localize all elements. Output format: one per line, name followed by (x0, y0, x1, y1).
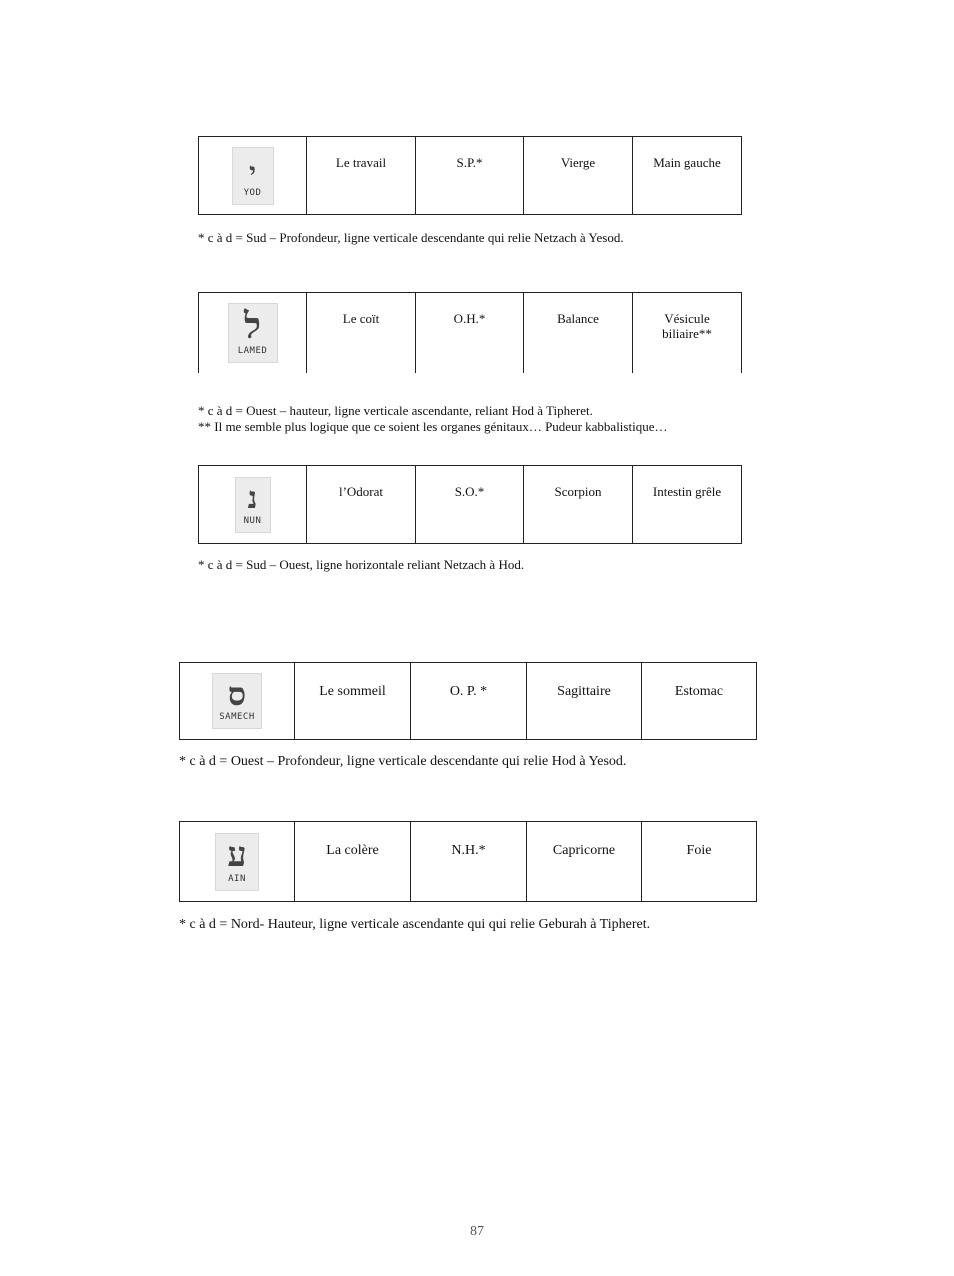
cell-direction: S.O.* (416, 466, 524, 544)
letter-cell (199, 137, 307, 215)
cell-direction: N.H.* (411, 822, 527, 902)
cell-activity: l’Odorat (307, 466, 416, 544)
cell-organ: Main gauche (633, 137, 742, 215)
hebrew-glyph: י (249, 157, 256, 188)
footnote-secondary: ** Il me semble plus logique que ce soient les organes génitaux… Pudeur kabbalistique… (198, 419, 668, 434)
letter-name: NUN (243, 515, 262, 526)
cell-zodiac: Capricorne (527, 822, 642, 902)
hebrew-letter-image (232, 147, 274, 205)
cell-zodiac: Balance (524, 293, 633, 373)
footnote: * c à d = Sud – Ouest, ligne horizontale reliant Netzach à Hod. (198, 557, 525, 572)
letter-cell (199, 466, 307, 544)
cell-organ: Estomac (642, 663, 757, 740)
hebrew-letter-image (228, 303, 278, 363)
table-samech (179, 662, 757, 740)
hebrew-glyph: ע (227, 834, 247, 875)
cell-zodiac: Sagittaire (527, 663, 642, 740)
table-yod (198, 136, 742, 215)
cell-organ: Intestin grêle (633, 466, 742, 544)
footnote: * c à d = Ouest – hauteur, ligne verticale ascendante, reliant Hod à Tipheret. (198, 403, 593, 418)
hebrew-letter-image (215, 833, 259, 891)
hebrew-glyph: ס (227, 675, 247, 713)
cell-activity: Le sommeil (295, 663, 411, 740)
footnote: * c à d = Ouest – Profondeur, ligne verticale descendante qui relie Hod à Yesod. (179, 754, 627, 769)
letter-name: LAMED (237, 345, 268, 356)
letter-cell (180, 663, 295, 740)
organ-text: Vésicule biliaire** (662, 311, 712, 341)
footnote: * c à d = Nord- Hauteur, ligne verticale ascendante qui qui relie Geburah à Tipheret. (179, 917, 651, 932)
letter-cell (199, 293, 307, 373)
letter-name: AIN (228, 873, 246, 884)
hebrew-glyph: נ (247, 480, 258, 516)
cell-direction: O. P. * (411, 663, 527, 740)
cell-organ: Foie (642, 822, 757, 902)
letter-name: YOD (243, 187, 262, 198)
table-lamed (198, 292, 742, 373)
hebrew-glyph: ל (244, 304, 261, 347)
footnote: * c à d = Sud – Profondeur, ligne verticale descendante qui relie Netzach à Yesod. (198, 230, 624, 245)
cell-activity: Le coït (307, 293, 416, 373)
letter-name: SAMECH (219, 712, 255, 722)
cell-direction: O.H.* (416, 293, 524, 373)
cell-direction: S.P.* (416, 137, 524, 215)
letter-cell (180, 822, 295, 902)
table-ain (179, 821, 757, 902)
cell-activity: Le travail (307, 137, 416, 215)
cell-activity: La colère (295, 822, 411, 902)
page-number: 87 (470, 1224, 484, 1239)
cell-zodiac: Scorpion (524, 466, 633, 544)
hebrew-letter-image (212, 673, 262, 729)
table-nun (198, 465, 742, 544)
cell-organ (633, 293, 742, 373)
hebrew-letter-image (235, 477, 271, 533)
cell-zodiac: Vierge (524, 137, 633, 215)
